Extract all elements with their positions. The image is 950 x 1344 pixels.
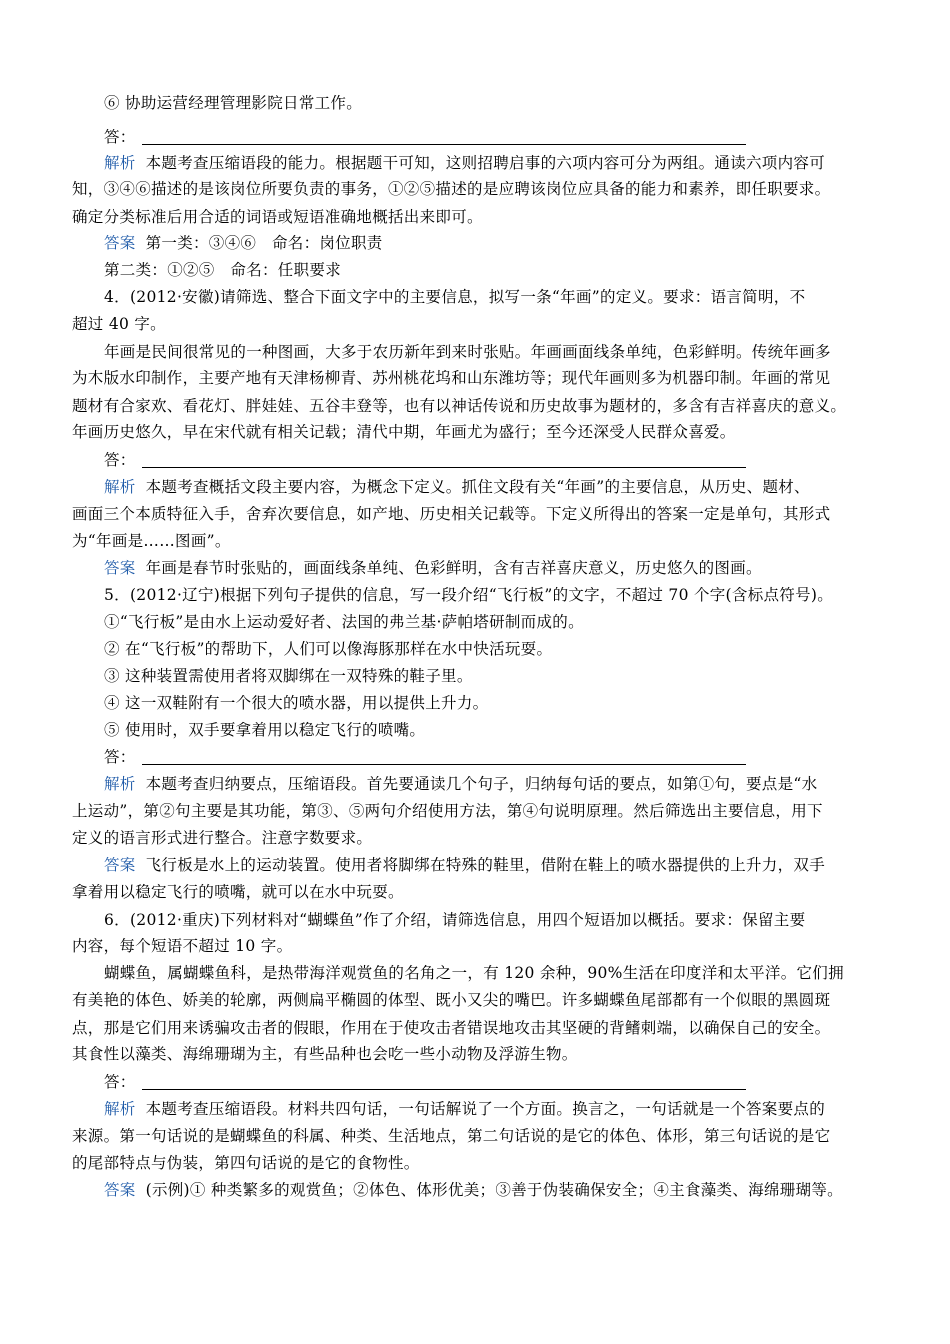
paragraph-line: 点，那是它们用来诱骗攻击者的假眼，作用在于使攻击者错误地攻击其坚硬的背鳍刺端，以确保自己的安全。	[72, 1019, 831, 1037]
paragraph-line: 有美艳的体色、娇美的轮廓，两侧扁平椭圆的体型、既小又尖的嘴巴。许多蝴蝶鱼尾部都有一个似眼的黑圆斑	[72, 991, 831, 1009]
paragraph-line: ①“飞行板”是由水上运动爱好者、法国的弗兰基·萨帕塔研制而成的。	[104, 613, 584, 631]
paragraph-line: 为木版水印制作，主要产地有天津杨柳青、苏州桃花坞和山东潍坊等；现代年画则多为机器印制。年画的常见	[72, 369, 831, 387]
answer-line-2: 答：	[104, 450, 746, 470]
paragraph-line: 确定分类标准后用合适的词语或短语准确地概括出来即可。	[72, 208, 483, 226]
question-6: 6．(2012·重庆)下列材料对“蝴蝶鱼”作了介绍，请筛选信息，用四个短语加以概括。要求：保留主要	[104, 911, 806, 929]
analysis-tag: 解析	[104, 478, 136, 496]
paragraph-line: 为“年画是……图画”。	[72, 532, 231, 550]
answer-tag: 答案	[104, 856, 136, 874]
answer-4-line: 答案 年画是春节时张贴的，画面线条单纯、色彩鲜明，含有吉祥喜庆意义，历史悠久的图画。	[104, 559, 762, 577]
item-6: ⑥ 协助运营经理管理影院日常工作。	[104, 94, 363, 112]
paragraph-line: 的尾部特点与伪装，第四句话说的是它的食物性。	[72, 1154, 420, 1172]
answer-line-1: 答：	[104, 127, 746, 147]
paragraph-line: 上运动”，第②句主要是其功能，第③、⑤两句介绍使用方法，第④句说明原理。然后筛选出主要信息，用下	[72, 802, 823, 820]
paragraph-line: 第二类：①②⑤ 命名：任职要求	[104, 261, 342, 279]
paragraph-line: 超过 40 字。	[72, 315, 166, 333]
paragraph-line: 拿着用以稳定飞行的喷嘴，就可以在水中玩耍。	[72, 883, 404, 901]
paragraph-line: ⑤ 使用时，双手要拿着用以稳定飞行的喷嘴。	[104, 721, 426, 739]
paragraph-line: 定义的语言形式进行整合。注意字数要求。	[72, 829, 373, 847]
answer-line-3: 答：	[104, 747, 746, 767]
analysis-6-line: 解析 本题考查压缩语段。材料共四句话，一句话解说了一个方面。换言之，一句话就是一个答案要点的	[104, 1100, 826, 1118]
paragraph-line: ② 在“飞行板”的帮助下，人们可以像海豚那样在水中快活玩耍。	[104, 640, 553, 658]
answer-tag: 答案	[104, 234, 136, 252]
paragraph-line: 画面三个本质特征入手，舍弃次要信息，如产地、历史相关记载等。下定义所得出的答案一定是单句，其形式	[72, 505, 831, 523]
analysis-4-line: 解析 本题考查概括文段主要内容，为概念下定义。抓住文段有关“年画”的主要信息，从历史、题材、	[104, 478, 810, 496]
analysis-tag: 解析	[104, 154, 136, 172]
question-5: 5．(2012·辽宁)根据下列句子提供的信息，写一段介绍“飞行板”的文字，不超过 70 个字(含标点符号)。	[104, 586, 834, 604]
paragraph-line: 年画历史悠久，早在宋代就有相关记载；清代中期，年画尤为盛行；至今还深受人民群众喜爱。	[72, 423, 736, 441]
answer-line-4: 答：	[104, 1072, 746, 1092]
answer-3-line: 答案 第一类：③④⑥ 命名：岗位职责	[104, 234, 383, 252]
answer-6-line: 答案 (示例)① 种类繁多的观赏鱼；②体色、体形优美；③善于伪装确保安全；④主食藻类、海绵珊瑚等。	[104, 1181, 843, 1199]
analysis-3-line: 解析 本题考查压缩语段的能力。根据题干可知，这则招聘启事的六项内容可分为两组。通读六项内容可	[104, 154, 826, 172]
analysis-5-line: 解析 本题考查归纳要点，压缩语段。首先要通读几个句子，归纳每句话的要点，如第①句，要点是“水	[104, 775, 818, 793]
paragraph-line: 知，③④⑥描述的是该岗位所要负责的事务，①②⑤描述的是应聘该岗位应具备的能力和素养，即任职要求。	[72, 180, 831, 198]
question-4: 4．(2012·安徽)请筛选、整合下面文字中的主要信息，拟写一条“年画”的定义。要求：语言简明，不	[104, 288, 806, 306]
paragraph-line: 其食性以藻类、海绵珊瑚为主，有些品种也会吃一些小动物及浮游生物。	[72, 1045, 578, 1063]
analysis-tag: 解析	[104, 775, 136, 793]
paragraph-line: 题材有合家欢、看花灯、胖娃娃、五谷丰登等，也有以神话传说和历史故事为题材的，多含有吉祥喜庆的意义。	[72, 397, 847, 415]
answer-tag: 答案	[104, 1181, 136, 1199]
paragraph-line: 蝴蝶鱼，属蝴蝶鱼科，是热带海洋观赏鱼的名角之一，有 120 余种，90%生活在印度洋和太平洋。它们拥	[104, 964, 844, 982]
paragraph-line: 来源。第一句话说的是蝴蝶鱼的科属、种类、生活地点，第二句话说的是它的体色、体形，第三句话说的是它	[72, 1127, 831, 1145]
analysis-tag: 解析	[104, 1100, 136, 1118]
paragraph-line: 年画是民间很常见的一种图画，大多于农历新年到来时张贴。年画画面线条单纯，色彩鲜明。传统年画多	[104, 343, 831, 361]
paragraph-line: ④ 这一双鞋附有一个很大的喷水器，用以提供上升力。	[104, 694, 489, 712]
paragraph-line: 内容，每个短语不超过 10 字。	[72, 937, 293, 955]
paragraph-line: ③ 这种装置需使用者将双脚绑在一双特殊的鞋子里。	[104, 667, 473, 685]
answer-5-line: 答案 飞行板是水上的运动装置。使用者将脚绑在特殊的鞋里，借附在鞋上的喷水器提供的上升力，双手	[104, 856, 826, 874]
answer-tag: 答案	[104, 559, 136, 577]
